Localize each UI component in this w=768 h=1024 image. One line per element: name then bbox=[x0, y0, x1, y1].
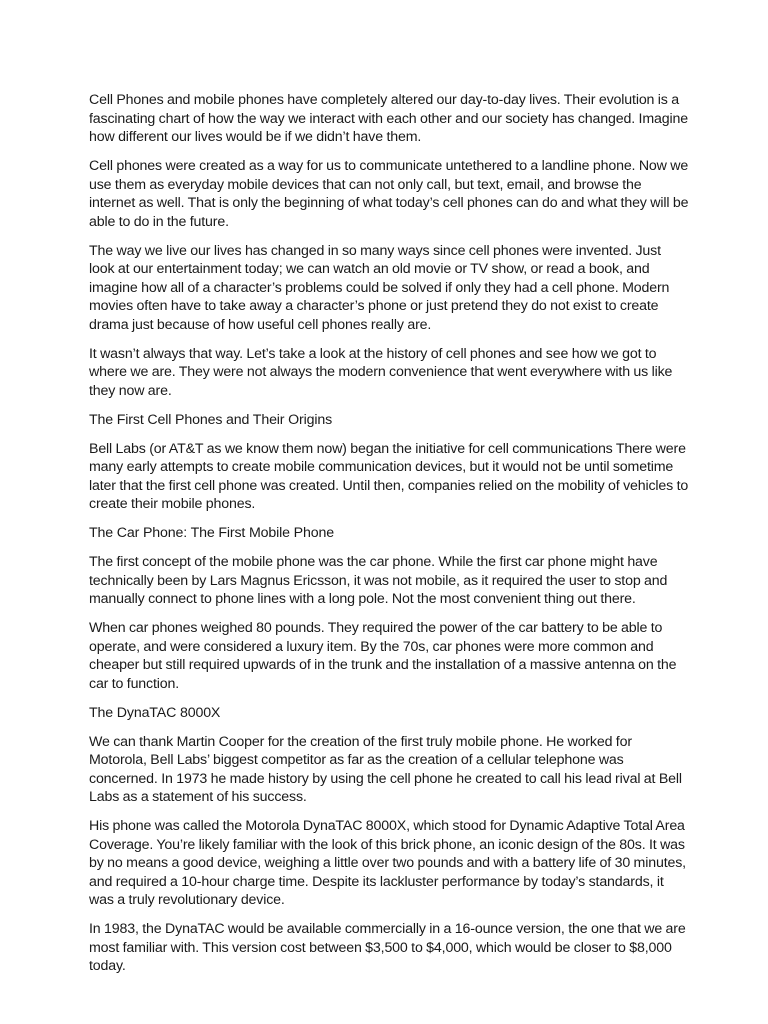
section-heading-dynatac: The DynaTAC 8000X bbox=[89, 704, 221, 721]
document-body bbox=[89, 91, 689, 986]
paragraph-car-phone-concept: The first concept of the mobile phone was the car phone. While the first car phone might have technically been by Lars Magnus Ericsson, it was not mobile, as it required the user to stop and manually connect to phone lines with a long pole. Not the most convenient thing out there. bbox=[89, 554, 668, 607]
section-heading-origins: The First Cell Phones and Their Origins bbox=[89, 411, 333, 428]
paragraph-intro: Cell Phones and mobile phones have completely altered our day-to-day lives. Their evolution is a fascinating chart of how the way we interact with each other and our society has changed. Imagine how different our lives would be if we didn’t have them. bbox=[89, 92, 688, 145]
paragraph-dynatac-details: His phone was called the Motorola DynaTAC 8000X, which stood for Dynamic Adaptive Total Area Coverage. You’re likely familiar with the look of this brick phone, an iconic design of the 80s. It was by no means a good device, weighing a little over two pounds and with a battery life of 30 minutes, and required a 10-hour charge time. Despite its lackluster performance by today’s standards, it was a truly revolutionary device. bbox=[89, 818, 686, 908]
paragraph-bell-labs: Bell Labs (or AT&T as we know them now) began the initiative for cell communications There were many early attempts to create mobile communication devices, but it would not be until sometime later that the first cell phone was created. Until then, companies relied on the mobility of vehicles to create their mobile phones. bbox=[89, 440, 689, 512]
paragraph-purpose: Cell phones were created as a way for us to communicate untethered to a landline phone. Now we use them as everyday mobile devices that can not only call, but text, email, and browse the internet as well. That is only the beginning of what today’s cell phones can do and what they will be able to do in the future. bbox=[89, 158, 689, 230]
paragraph-history-intro: It wasn’t always that way. Let’s take a look at the history of cell phones and see how we got to where we are. They were not always the modern convenience that went everywhere with us like they now are. bbox=[89, 345, 673, 399]
paragraph-dynatac-commercial: In 1983, the DynaTAC would be available commercially in a 16-ounce version, the one that we are most familiar with. This version cost between $3,500 to $4,000, which would be closer to $8,000 today. bbox=[89, 921, 686, 974]
paragraph-lifestyle: The way we live our lives has changed in so many ways since cell phones were invented. Just look at our entertainment today; we can watch an old movie or TV show, or read a book, and imagine how all of a character’s problems could be solved if only they had a cell phone. Modern movies often have to take away a character’s phone or just pretend they do not exist to create drama just because of how useful cell phones really are. bbox=[89, 242, 670, 333]
section-heading-car-phone: The Car Phone: The First Mobile Phone bbox=[89, 525, 334, 541]
paragraph-martin-cooper: We can thank Martin Cooper for the creation of the first truly mobile phone. He worked for Motorola, Bell Labs’ biggest competitor as far as the creation of a cellular telephone was concerned. In 1973 he made history by using the cell phone he created to call his lead rival at Bell Labs as a statement of his success. bbox=[89, 733, 682, 805]
paragraph-car-phone-weight: When car phones weighed 80 pounds. They required the power of the car battery to be able to operate, and were considered a luxury item. By the 70s, car phones were more common and cheaper but still required upwards of in the trunk and the installation of a massive antenna on the car to function. bbox=[89, 620, 677, 692]
